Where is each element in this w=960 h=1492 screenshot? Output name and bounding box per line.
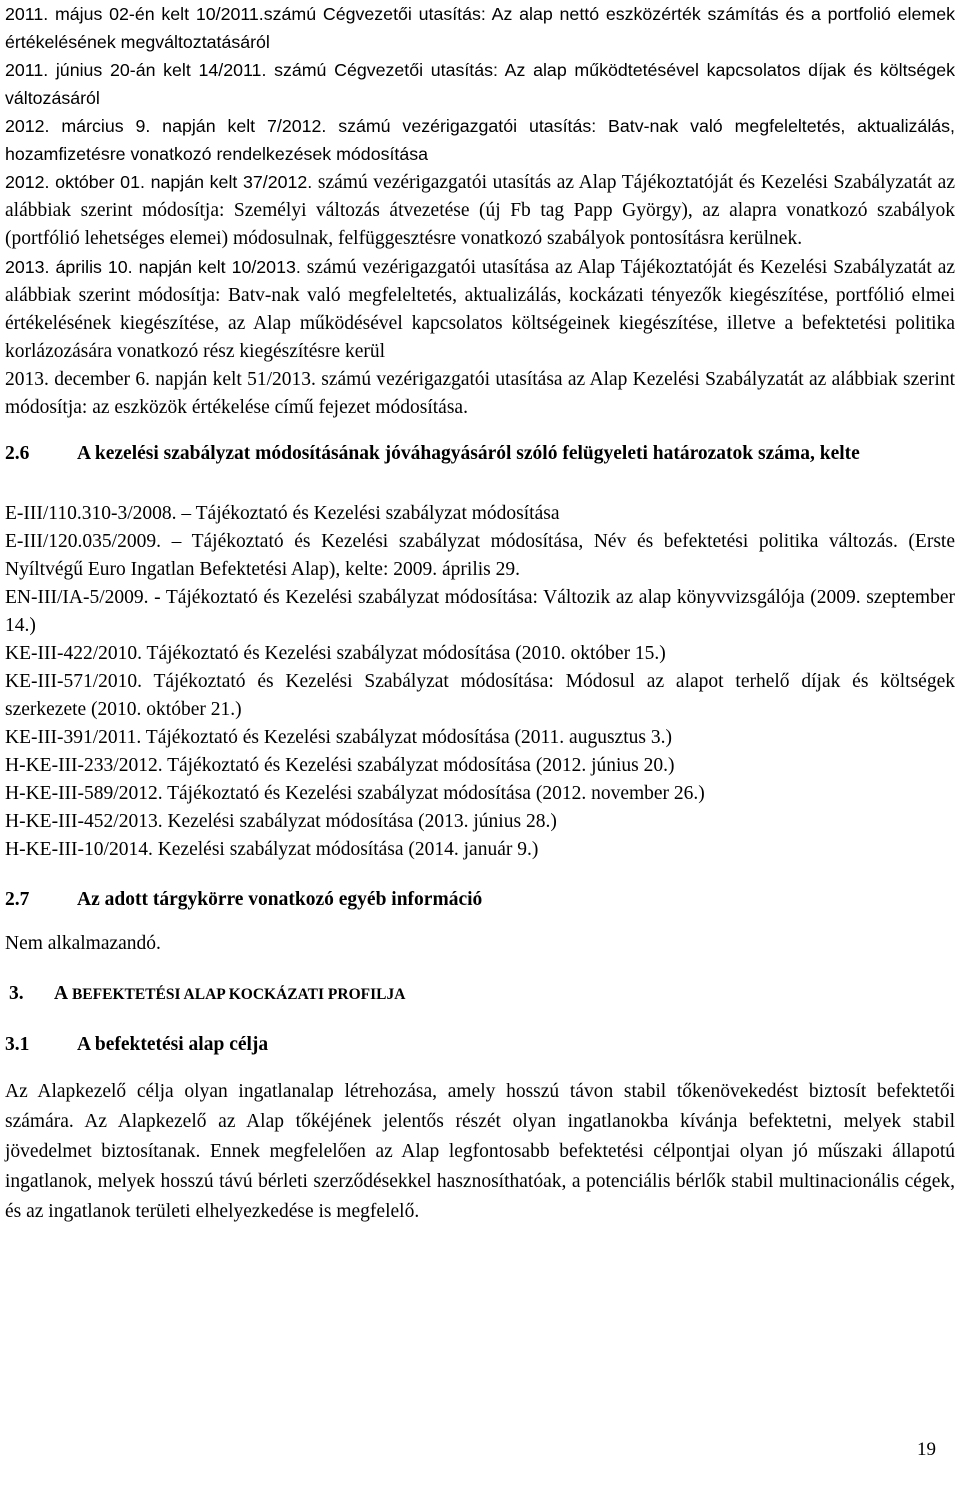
history-list: [5, 0, 955, 422]
history-entry: 2011. május 02-én kelt 10/2011.számú Cégvezetői utasítás: Az alap nettó eszközérték számítás és a portfolió elemek értékelésének megváltoztatásáról: [5, 4, 955, 52]
section-heading-3-1: [5, 1031, 955, 1059]
section-number: 3.1: [5, 1034, 30, 1055]
section-title: A kezelési szabályzat módosításának jóváhagyásáról szóló felügyeleti határozatok száma, kelte: [77, 443, 860, 464]
history-entry-lead: 2012. október 01. napján kelt 37/2012.: [5, 172, 313, 192]
section-number: 2.6: [5, 443, 30, 464]
history-entry-text: számú vezérigazgatói utasítása az Alap Tájékoztatóját és Kezelési Szabályzatát az alábbiak szerint módosítja: Batv-nak való megfeleltetés, aktualizálás, kockázati tényezők kiegészítése, portfólió elmei értékelésének kiegészítése, az Alap működésével kapcsolatos költségeinek kiegészítése, illetve a befektetési politika korlázozására vonatkozó rész kiegészítésre kerül: [5, 257, 955, 362]
section-title: A befektetési alap célja: [77, 1034, 269, 1055]
history-entry-lead: 2013. április 10. napján kelt 10/2013.: [5, 257, 301, 277]
resolution-item: E-III/120.035/2009. – Tájékoztató és Kezelési szabályzat módosítása, Név és befektetési politika változás. (Erste Nyíltvégű Euro Ingatlan Befektetési Alap), kelte: 2009. április 29.: [5, 531, 955, 580]
resolution-item: H-KE-III-452/2013. Kezelési szabályzat módosítása (2013. június 28.): [5, 811, 557, 832]
resolution-item: E-III/110.310-3/2008. – Tájékoztató és Kezelési szabályzat módosítása: [5, 503, 560, 524]
section-heading-2-7: [5, 886, 955, 914]
section-number: 3.: [9, 983, 24, 1004]
section-heading-2-6: [5, 440, 955, 468]
section-heading-3: [5, 980, 955, 1009]
resolution-item: KE-III-422/2010. Tájékoztató és Kezelési szabályzat módosítása (2010. október 15.): [5, 643, 666, 664]
section-body: Az Alapkezelő célja olyan ingatlanalap létrehozása, amely hosszú távon stabil tőkenövekedést biztosít befektetői számára. Az Alapkezelő az Alap tőkéjének jelentős részét olyan ingatlanokba kívánja befektetni, melyek stabil jövedelmet biztosítanak. Ennek megfelelően az Alap legfontosabb befektetési célpontjai olyan jó műszaki állapotú ingatlanok, melyek hosszú távú bérleti szerződésekkel hasznosíthatóak, a potenciális bérlők stabil multinacionális cégek, és az ingatlanok területi elhelyezkedése is megfelelő.: [5, 1081, 955, 1222]
resolution-item: EN-III/IA-5/2009. - Tájékoztató és Kezelési szabályzat módosítása: Változik az alap könyvvizsgálója (2009. szeptember 14.): [5, 587, 955, 636]
history-entry: [5, 253, 955, 366]
resolution-list: [5, 500, 955, 864]
section-body: Nem alkalmazandó.: [5, 933, 161, 954]
resolution-item: KE-III-571/2010. Tájékoztató és Kezelési Szabályzat módosítása: Módosul az alapot terhelő díjak és költségek szerkezete (2010. október 21.): [5, 671, 955, 720]
document-page: [5, 0, 955, 1227]
resolution-item: H-KE-III-589/2012. Tájékoztató és Kezelési szabályzat módosítása (2012. november 26.): [5, 783, 705, 804]
history-entry-text: számú vezérigazgatói utasítás az Alap Tájékoztatóját és Kezelési Szabályzatát az alábbiak szerint módosítja: Személyi változás átvezetése (új Fb tag Papp György), az alapra vonatkozó szabályok (portfólió lehetséges elemei) módosulnak, felfüggesztésre vonatkozó szabályok pontosításra kerülnek.: [5, 172, 955, 249]
resolution-item: H-KE-III-233/2012. Tájékoztató és Kezelési szabályzat módosítása (2012. június 20.): [5, 755, 675, 776]
history-entry: [5, 168, 955, 253]
section-title-initial: A: [54, 983, 69, 1004]
section-number: 2.7: [5, 889, 30, 910]
history-entry: 2013. december 6. napján kelt 51/2013. számú vezérigazgatói utasítása az Alap Kezelési Szabályzatát az alábbiak szerint módosítja: az eszközök értékelése című fejezet módosítása.: [5, 369, 955, 418]
page-number: 19: [917, 1439, 936, 1460]
section-title: Az adott tárgykörre vonatkozó egyéb információ: [77, 889, 483, 910]
history-entry: 2012. március 9. napján kelt 7/2012. számú vezérigazgatói utasítás: Batv-nak való megfeleltetés, aktualizálás, hozamfizetésre vonatkozó rendelkezések módosítása: [5, 116, 955, 164]
resolution-item: H-KE-III-10/2014. Kezelési szabályzat módosítása (2014. január 9.): [5, 839, 539, 860]
section-title-rest: BEFEKTETÉSI ALAP KOCKÁZATI PROFILJA: [68, 986, 406, 1003]
resolution-item: KE-III-391/2011. Tájékoztató és Kezelési szabályzat módosítása (2011. augusztus 3.): [5, 727, 672, 748]
section-title: [54, 980, 955, 1009]
history-entry: 2011. június 20-án kelt 14/2011. számú Cégvezetői utasítás: Az alap működtetésével kapcsolatos díjak és költségek változásáról: [5, 60, 955, 108]
